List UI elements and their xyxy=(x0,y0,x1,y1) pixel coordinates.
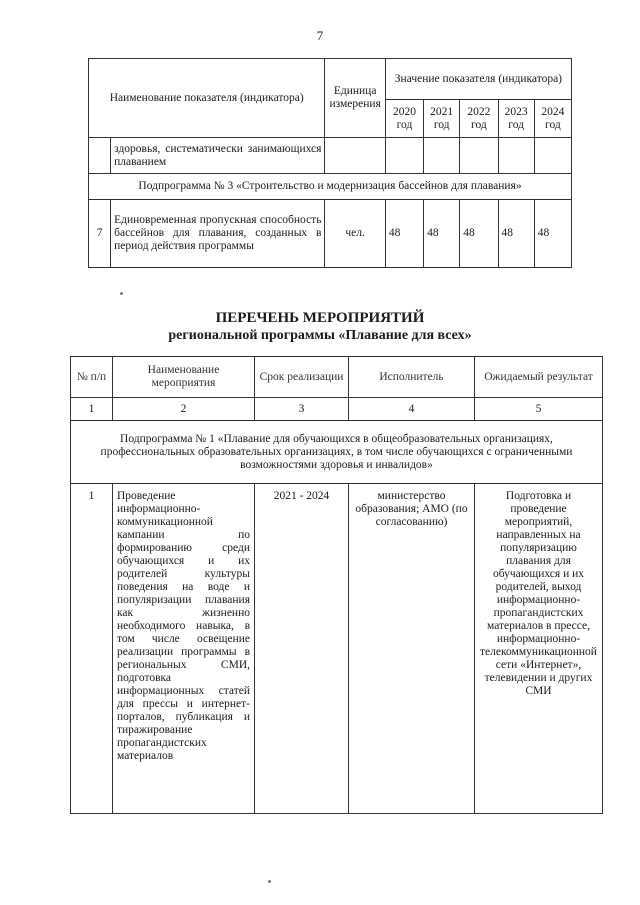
activity-executor: министерство образования; АМО (по согласованию) xyxy=(349,484,475,814)
scan-speck xyxy=(120,292,123,295)
section-heading: ПЕРЕЧЕНЬ МЕРОПРИЯТИЙ xyxy=(215,310,425,326)
subprogram3-title: Подпрограмма № 3 «Строительство и модернизация бассейнов для плавания» xyxy=(89,174,572,200)
empty-cell xyxy=(325,138,385,174)
activities-table xyxy=(70,356,603,814)
activity-result: Подготовка и проведение мероприятий, направленных на популяризацию плавания для обучающихся и их родителей, выход информационно-пропагандистских материалов в прессе, информационно-телекоммуникационной сети «Интернет», телевидении и других СМИ xyxy=(475,484,603,814)
row-number: 1 xyxy=(71,484,113,814)
header-year-2021: 2021 год xyxy=(424,100,460,138)
value-2022: 48 xyxy=(460,200,498,268)
header-unit: Единица измерения xyxy=(325,59,385,138)
scan-speck xyxy=(268,880,271,883)
column-number: 4 xyxy=(349,398,475,421)
column-number: 1 xyxy=(71,398,113,421)
column-number: 2 xyxy=(113,398,255,421)
indicator-unit: чел. xyxy=(325,200,385,268)
activity-name: Проведение информационно-коммуникационной кампании по формированию среди обучающихся и их родителей культуры поведения на воде и популяризации плавания как жизненно необходимого навыка, в том числе освещение реализации программы в региональных СМИ, подготовка информационных статей для прессы и интернет-порталов, публикация и тиражирование пропагандистских материалов xyxy=(113,484,255,814)
header-year-2020: 2020 год xyxy=(385,100,423,138)
empty-cell xyxy=(385,138,423,174)
empty-cell xyxy=(89,138,111,174)
continuation-text: здоровья, систематически занимающихся плаванием xyxy=(111,138,325,174)
column-number: 5 xyxy=(475,398,603,421)
activity-term: 2021 - 2024 xyxy=(255,484,349,814)
table-row xyxy=(71,484,603,814)
header-result: Ожидаемый результат xyxy=(475,357,603,398)
header-term: Срок реализации xyxy=(255,357,349,398)
header-executor: Исполнитель xyxy=(349,357,475,398)
column-number: 3 xyxy=(255,398,349,421)
page-number: 7 xyxy=(316,28,324,43)
indicators-table xyxy=(88,58,572,268)
table-row xyxy=(89,200,572,268)
indicator-name: Единовременная пропускная способность бассейнов для плавания, созданных в период действия программы xyxy=(111,200,325,268)
header-year-2024: 2024 год xyxy=(534,100,571,138)
header-value-group: Значение показателя (индикатора) xyxy=(385,59,571,100)
header-year-2022: 2022 год xyxy=(460,100,498,138)
header-year-2023: 2023 год xyxy=(498,100,534,138)
section-subheading: региональной программы «Плавание для всех» xyxy=(168,328,472,343)
subprogram1-title: Подпрограмма № 1 «Плавание для обучающихся в общеобразовательных организациях, профессиональных образовательных организациях, в том числе обучающихся с ограниченными возможностями здоровья и инвалидов» xyxy=(71,421,603,484)
value-2020: 48 xyxy=(385,200,423,268)
header-indicator-name: Наименование показателя (индикатора) xyxy=(89,59,325,138)
header-num: № п/п xyxy=(71,357,113,398)
empty-cell xyxy=(424,138,460,174)
value-2024: 48 xyxy=(534,200,571,268)
empty-cell xyxy=(460,138,498,174)
empty-cell xyxy=(498,138,534,174)
value-2023: 48 xyxy=(498,200,534,268)
empty-cell xyxy=(534,138,571,174)
table-row xyxy=(89,138,572,174)
header-activity-name: Наименование мероприятия xyxy=(113,357,255,398)
value-2021: 48 xyxy=(424,200,460,268)
row-number: 7 xyxy=(89,200,111,268)
